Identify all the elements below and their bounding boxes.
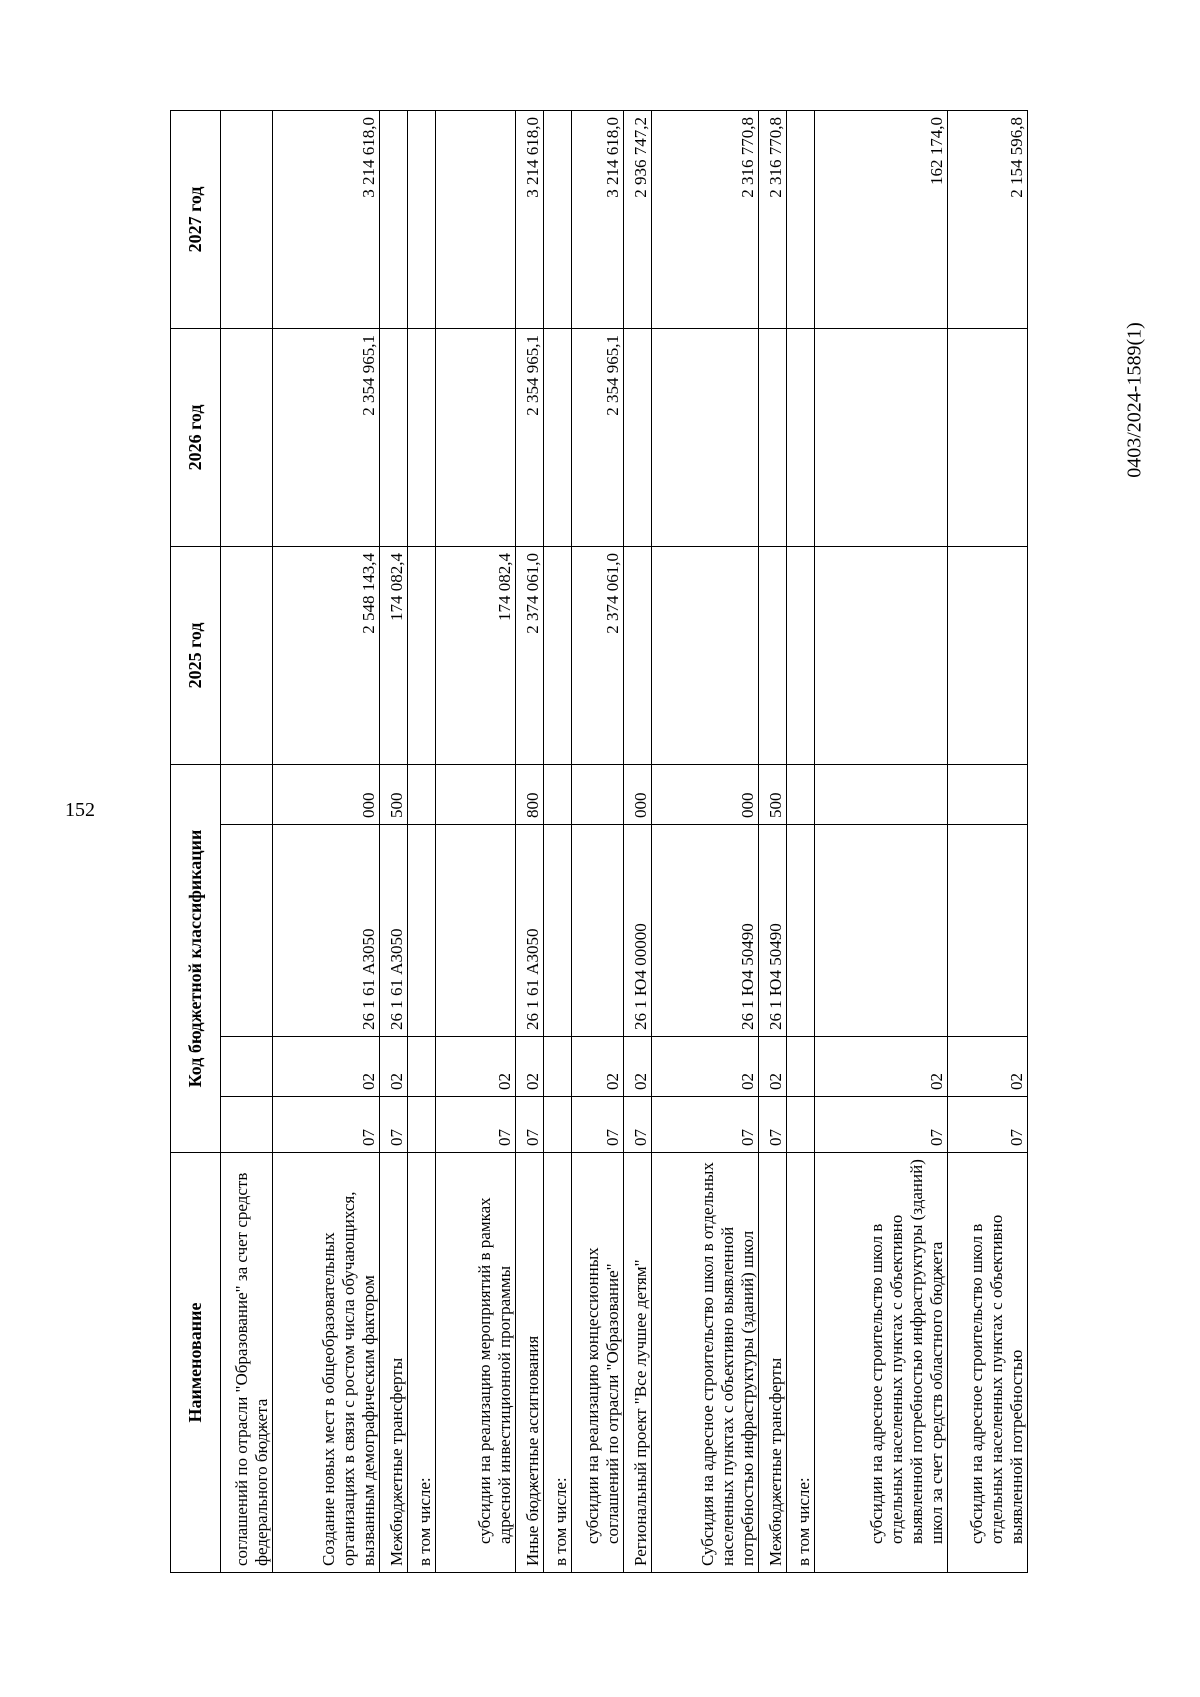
- code-target-article: [221, 825, 273, 1037]
- value-2027: [787, 110, 815, 328]
- row-name: в том числе:: [787, 1153, 815, 1573]
- table-row: [380, 110, 408, 1572]
- row-name: субсидии на адресное строительство школ в отдельных населенных пунктах с объективно выявленной потребностью: [948, 1153, 1028, 1573]
- code-expense-type: 800: [516, 764, 544, 824]
- value-2026: 2 354 965,1: [572, 328, 624, 546]
- code-section: 07: [572, 1097, 624, 1153]
- code-subsection: 02: [759, 1037, 787, 1097]
- table-row: [544, 110, 572, 1572]
- value-2025: [624, 546, 652, 764]
- code-subsection: [544, 1037, 572, 1097]
- value-2025: [221, 546, 273, 764]
- value-2027: 3 214 618,0: [516, 110, 544, 328]
- table-row: [221, 110, 273, 1572]
- table-body: [221, 110, 1028, 1572]
- code-section: 07: [652, 1097, 759, 1153]
- code-target-article: [408, 825, 436, 1037]
- code-section: 07: [516, 1097, 544, 1153]
- code-target-article: 26 1 61 А3050: [380, 825, 408, 1037]
- value-2026: [948, 328, 1028, 546]
- row-name: Иные бюджетные ассигнования: [516, 1153, 544, 1573]
- table-row: [759, 110, 787, 1572]
- code-subsection: [221, 1037, 273, 1097]
- code-target-article: 26 1 Ю4 50490: [652, 825, 759, 1037]
- code-expense-type: [408, 764, 436, 824]
- value-2025: 2 374 061,0: [572, 546, 624, 764]
- header-2027: 2027 год: [171, 110, 221, 328]
- code-section: [408, 1097, 436, 1153]
- value-2027: 2 316 770,8: [652, 110, 759, 328]
- value-2027: [408, 110, 436, 328]
- value-2025: 2 548 143,4: [273, 546, 380, 764]
- code-expense-type: [544, 764, 572, 824]
- value-2026: [221, 328, 273, 546]
- value-2027: 2 316 770,8: [759, 110, 787, 328]
- value-2025: 174 082,4: [380, 546, 408, 764]
- code-section: [787, 1097, 815, 1153]
- code-section: 07: [273, 1097, 380, 1153]
- value-2025: 174 082,4: [436, 546, 516, 764]
- code-expense-type: [436, 764, 516, 824]
- code-section: 07: [815, 1097, 948, 1153]
- code-target-article: 26 1 Ю4 00000: [624, 825, 652, 1037]
- code-section: 07: [436, 1097, 516, 1153]
- rotated-table-container: [170, 111, 1090, 1573]
- code-target-article: 26 1 61 А3050: [516, 825, 544, 1037]
- code-subsection: 02: [815, 1037, 948, 1097]
- table-row: [652, 110, 759, 1572]
- code-section: 07: [624, 1097, 652, 1153]
- page-number: 152: [65, 799, 95, 821]
- table-row: [787, 110, 815, 1572]
- table-row: [572, 110, 624, 1572]
- value-2027: [380, 110, 408, 328]
- value-2026: 2 354 965,1: [273, 328, 380, 546]
- budget-table: [170, 110, 1028, 1573]
- row-name: субсидии на реализацию концессионных соглашений по отрасли "Образование": [572, 1153, 624, 1573]
- value-2026: [815, 328, 948, 546]
- code-subsection: 02: [273, 1037, 380, 1097]
- row-name: субсидии на адресное строительство школ в отдельных населенных пунктах с объективно выявленной потребностью инфраструктуры (зданий) школ за счет средств областного бюджета: [815, 1153, 948, 1573]
- code-expense-type: 000: [273, 764, 380, 824]
- code-subsection: 02: [572, 1037, 624, 1097]
- code-expense-type: [221, 764, 273, 824]
- header-name: Наименование: [171, 1153, 221, 1573]
- header-2026: 2026 год: [171, 328, 221, 546]
- code-section: 07: [759, 1097, 787, 1153]
- code-subsection: [787, 1037, 815, 1097]
- value-2027: [221, 110, 273, 328]
- code-target-article: 26 1 61 А3050: [273, 825, 380, 1037]
- code-expense-type: 000: [652, 764, 759, 824]
- code-subsection: 02: [380, 1037, 408, 1097]
- table-row: [948, 110, 1028, 1572]
- code-section: 07: [948, 1097, 1028, 1153]
- code-target-article: [544, 825, 572, 1037]
- row-name: Субсидия на адресное строительство школ в отдельных населенных пунктах с объективно выявленной потребностью инфраструктуры (зданий) школ: [652, 1153, 759, 1573]
- code-expense-type: 500: [380, 764, 408, 824]
- value-2026: [652, 328, 759, 546]
- row-name: соглашений по отрасли "Образование" за счет средств федерального бюджета: [221, 1153, 273, 1573]
- table-row: [436, 110, 516, 1572]
- code-subsection: [408, 1037, 436, 1097]
- code-section: [221, 1097, 273, 1153]
- value-2027: 3 214 618,0: [572, 110, 624, 328]
- code-target-article: 26 1 Ю4 50490: [759, 825, 787, 1037]
- code-subsection: 02: [652, 1037, 759, 1097]
- code-subsection: 02: [948, 1037, 1028, 1097]
- code-subsection: 02: [516, 1037, 544, 1097]
- code-expense-type: [572, 764, 624, 824]
- value-2027: 3 214 618,0: [273, 110, 380, 328]
- value-2026: 2 354 965,1: [516, 328, 544, 546]
- value-2027: 2 154 596,8: [948, 110, 1028, 328]
- value-2026: [787, 328, 815, 546]
- row-name: в том числе:: [544, 1153, 572, 1573]
- value-2027: [544, 110, 572, 328]
- value-2026: [408, 328, 436, 546]
- value-2025: [652, 546, 759, 764]
- table-row: [624, 110, 652, 1572]
- code-expense-type: 500: [759, 764, 787, 824]
- code-expense-type: [787, 764, 815, 824]
- value-2025: [948, 546, 1028, 764]
- row-name: Создание новых мест в общеобразовательных организациях в связи с ростом числа обучающихся, вызванным демографическим фактором: [273, 1153, 380, 1573]
- footer-document-code: 0403/2024-1589(1): [1123, 322, 1146, 478]
- code-expense-type: [815, 764, 948, 824]
- table-row: [516, 110, 544, 1572]
- code-expense-type: 000: [624, 764, 652, 824]
- value-2027: [436, 110, 516, 328]
- table-row: [815, 110, 948, 1572]
- value-2026: [380, 328, 408, 546]
- header-2025: 2025 год: [171, 546, 221, 764]
- value-2025: [544, 546, 572, 764]
- header-classification: Код бюджетной классификации: [171, 764, 221, 1152]
- code-section: 07: [380, 1097, 408, 1153]
- value-2027: 162 174,0: [815, 110, 948, 328]
- row-name: Межбюджетные трансферты: [759, 1153, 787, 1573]
- value-2026: [624, 328, 652, 546]
- row-name: Межбюджетные трансферты: [380, 1153, 408, 1573]
- value-2026: [759, 328, 787, 546]
- code-target-article: [948, 825, 1028, 1037]
- code-target-article: [436, 825, 516, 1037]
- value-2027: 2 936 747,2: [624, 110, 652, 328]
- code-subsection: 02: [436, 1037, 516, 1097]
- code-target-article: [572, 825, 624, 1037]
- value-2025: [787, 546, 815, 764]
- value-2026: [544, 328, 572, 546]
- table-row: [273, 110, 380, 1572]
- value-2026: [436, 328, 516, 546]
- code-section: [544, 1097, 572, 1153]
- code-target-article: [787, 825, 815, 1037]
- table-row: [408, 110, 436, 1572]
- value-2025: [759, 546, 787, 764]
- row-name: субсидии на реализацию мероприятий в рамках адресной инвестиционной программы: [436, 1153, 516, 1573]
- code-expense-type: [948, 764, 1028, 824]
- value-2025: 2 374 061,0: [516, 546, 544, 764]
- value-2025: [815, 546, 948, 764]
- row-name: Региональный проект "Все лучшее детям": [624, 1153, 652, 1573]
- row-name: в том числе:: [408, 1153, 436, 1573]
- code-target-article: [815, 825, 948, 1037]
- value-2025: [408, 546, 436, 764]
- code-subsection: 02: [624, 1037, 652, 1097]
